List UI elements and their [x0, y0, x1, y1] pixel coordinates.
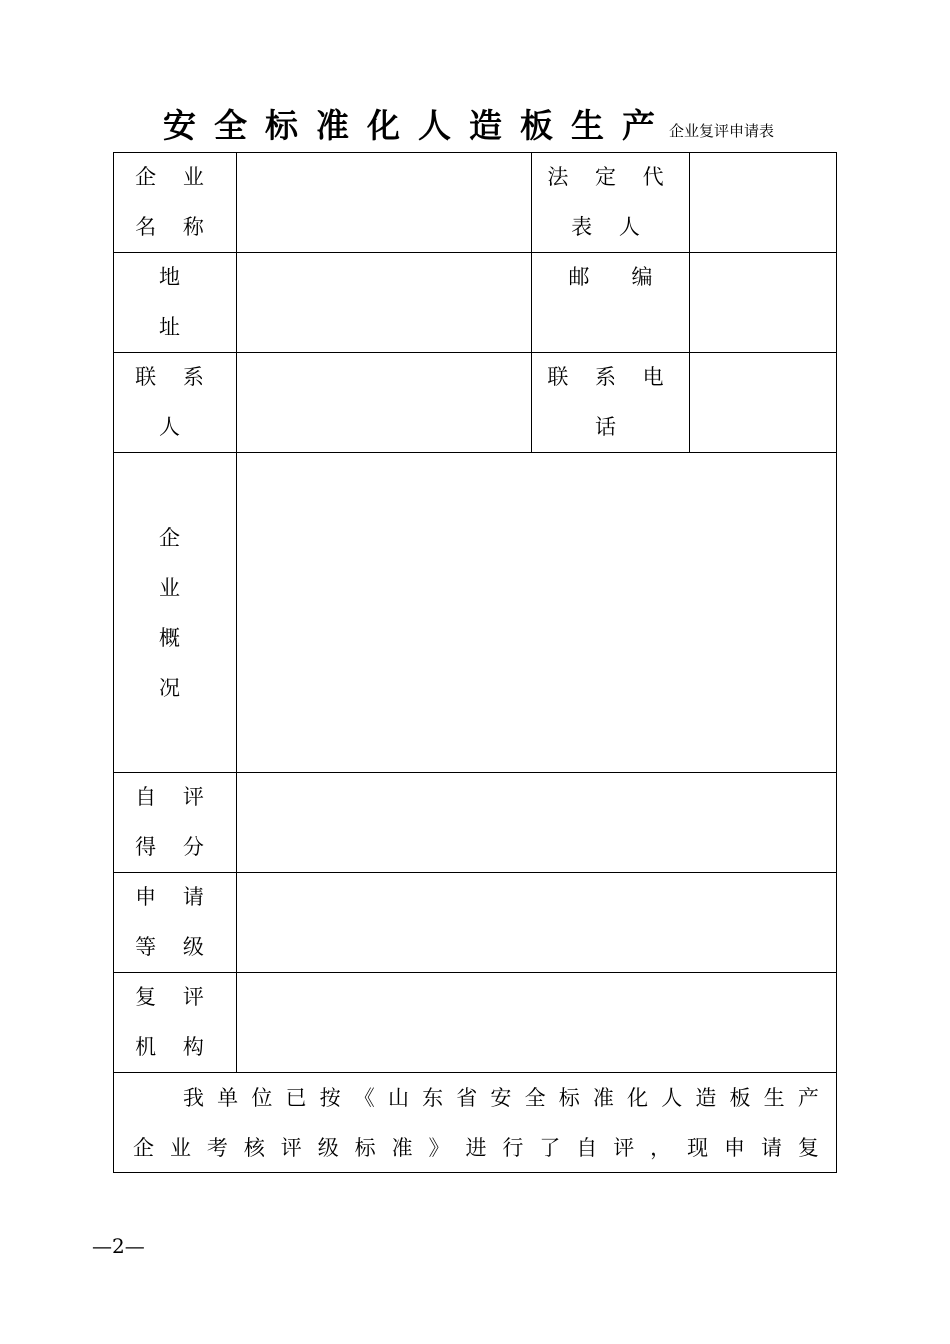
label-legal-representative: 法 定 代 表 人: [547, 165, 674, 239]
apply-level-field[interactable]: [237, 873, 836, 972]
statement-char: 级: [317, 1136, 339, 1160]
statement-char: 单: [217, 1086, 239, 1110]
table-border-right: [836, 152, 837, 1173]
label-apply-level: 申 请 等 级: [135, 885, 214, 959]
statement-char: 请: [760, 1136, 782, 1160]
contact-person-field[interactable]: [237, 353, 531, 452]
statement-char: 企: [133, 1136, 154, 1160]
statement-line-1: [183, 1073, 819, 1123]
statement-char: 标: [354, 1136, 376, 1160]
statement-char: 现: [687, 1136, 709, 1160]
label-company-name: 企 业 名 称: [135, 165, 214, 239]
postcode-field[interactable]: [690, 253, 836, 352]
statement-char: 省: [456, 1086, 478, 1110]
statement-char: 东: [422, 1086, 444, 1110]
statement-char: 评: [280, 1136, 302, 1160]
title-main: 安全标准化人造板生产: [163, 106, 673, 145]
statement-char: 准: [592, 1086, 614, 1110]
review-organization-field[interactable]: [237, 973, 836, 1072]
statement-char: 评: [613, 1136, 635, 1160]
statement-char: 位: [251, 1086, 273, 1110]
statement-char: 标: [558, 1086, 580, 1110]
self-score-field[interactable]: [237, 773, 836, 872]
statement-char: 生: [763, 1086, 785, 1110]
label-address: 地 址: [159, 265, 190, 339]
statement-char: 化: [627, 1086, 649, 1110]
label-review-organization: 复 评 机 构: [135, 985, 214, 1059]
statement-char: 人: [661, 1086, 683, 1110]
statement-char: 《: [353, 1086, 375, 1110]
contact-phone-field[interactable]: [690, 353, 836, 452]
statement-char: 自: [576, 1136, 598, 1160]
statement-char: 复: [797, 1136, 819, 1160]
form-title: [0, 102, 950, 152]
statement-line-2: [133, 1123, 819, 1173]
statement-char: ，: [650, 1136, 672, 1160]
title-sub: 企业复评申请表: [669, 122, 775, 140]
statement-char: 已: [285, 1086, 307, 1110]
statement-char: 准: [391, 1136, 413, 1160]
legal-representative-field[interactable]: [690, 153, 836, 252]
company-name-field[interactable]: [237, 153, 531, 252]
statement-char: 考: [206, 1136, 228, 1160]
statement-char: 造: [695, 1086, 717, 1110]
label-contact-person: 联 系 人: [135, 365, 214, 439]
statement-char: 板: [729, 1086, 751, 1110]
label-postcode: 邮 编: [568, 265, 653, 289]
statement-char: 产: [797, 1086, 819, 1110]
company-overview-field[interactable]: [237, 453, 836, 772]
application-form: [113, 152, 837, 1173]
statement-char: 山: [387, 1086, 409, 1110]
label-self-score: 自 评 得 分: [135, 785, 214, 859]
statement-char: 业: [169, 1136, 191, 1160]
statement-char: 全: [524, 1086, 546, 1110]
statement-char: 申: [724, 1136, 745, 1160]
statement-char: 核: [243, 1136, 265, 1160]
label-contact-phone: 联 系 电 话: [547, 365, 674, 439]
statement-block: [113, 1073, 837, 1173]
statement-char: 我: [183, 1086, 204, 1110]
statement-char: 安: [490, 1086, 512, 1110]
statement-char: 了: [539, 1136, 561, 1160]
statement-char: 》: [428, 1136, 450, 1160]
address-field[interactable]: [237, 253, 531, 352]
statement-char: 进: [465, 1136, 487, 1160]
label-company-overview: 企 业 概 况: [159, 526, 190, 700]
statement-char: 行: [502, 1136, 524, 1160]
page-number: —2—: [92, 1234, 145, 1258]
statement-char: 按: [319, 1086, 341, 1110]
